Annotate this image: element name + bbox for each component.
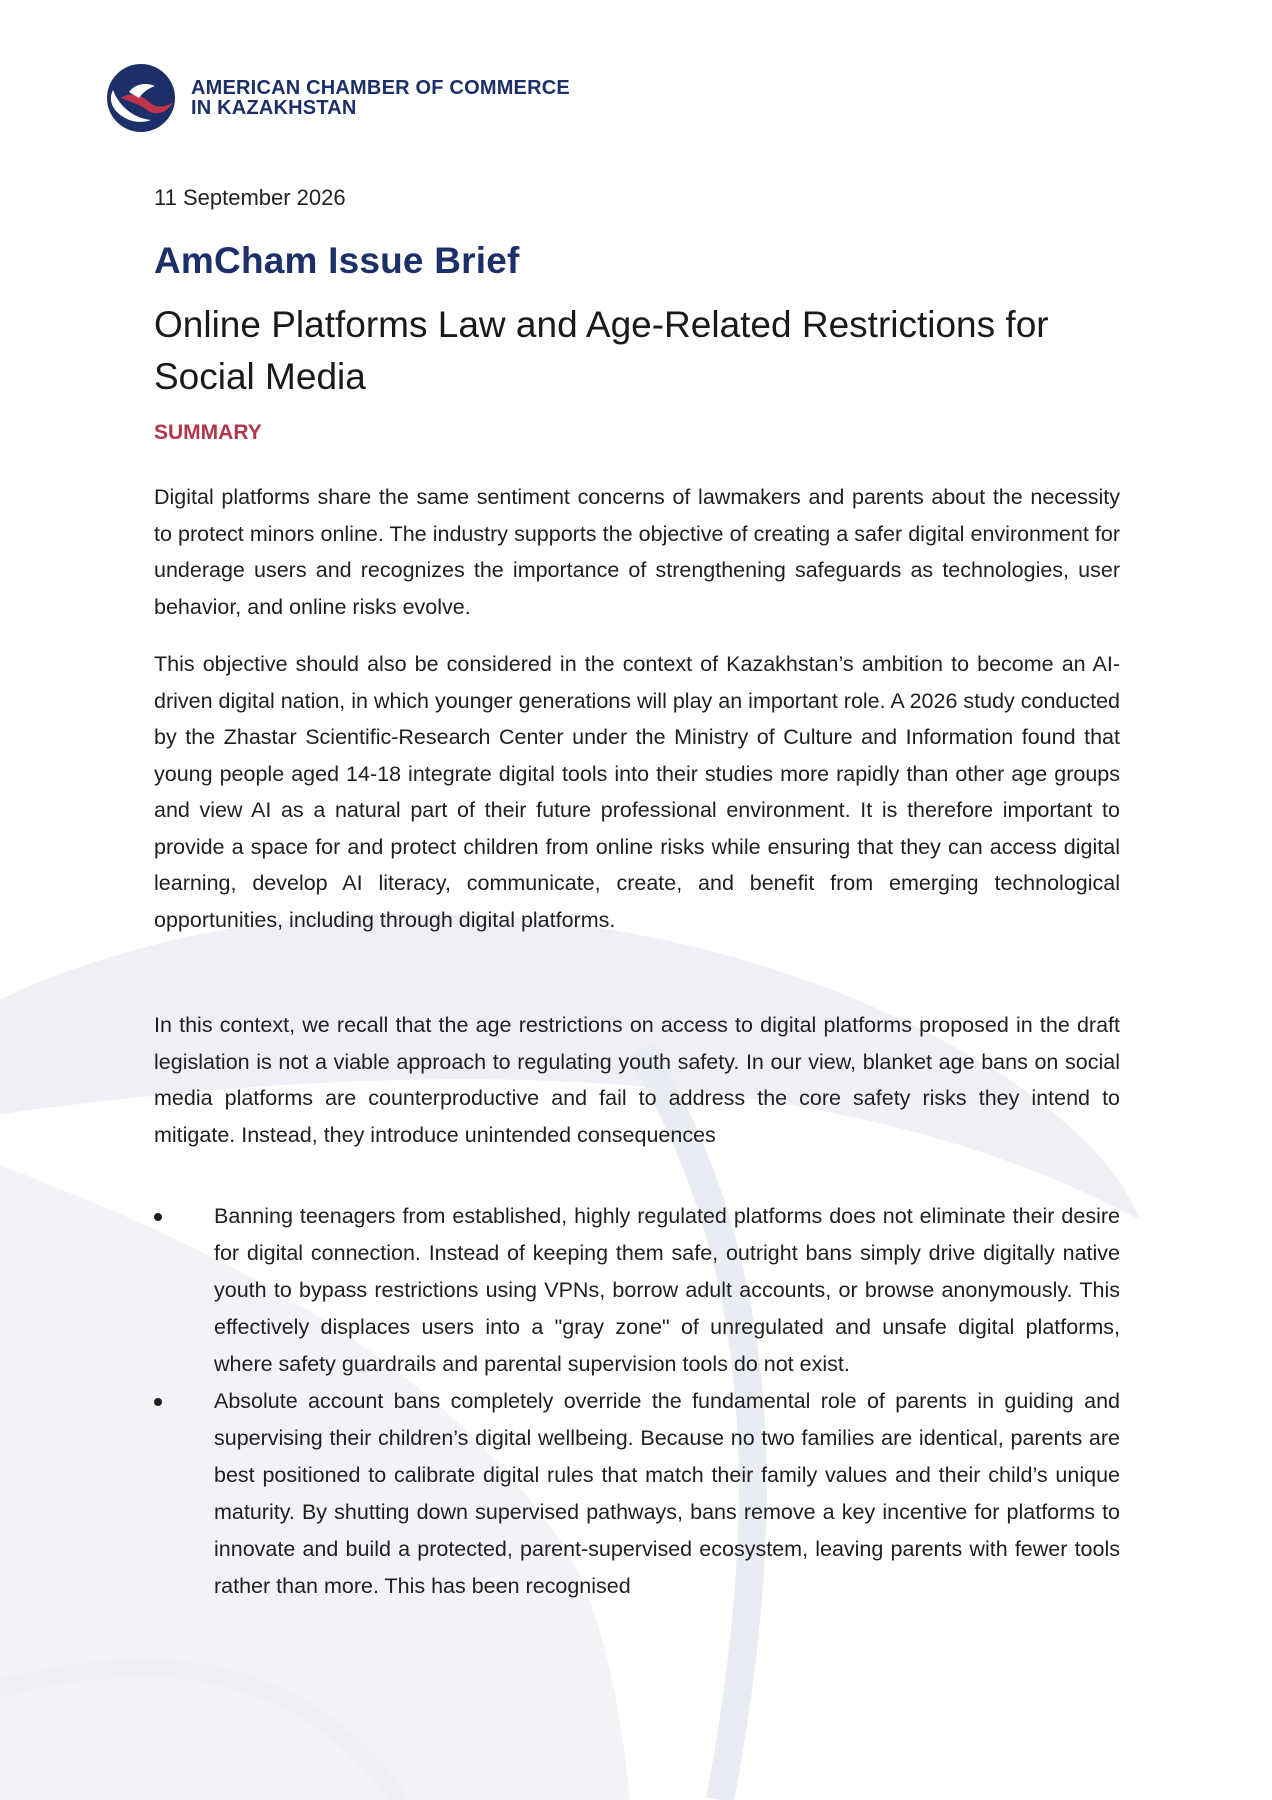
bullet-item-1 (154, 1198, 1120, 1383)
paragraph-2: This objective should also be considered in the context of Kazakhstan’s ambition to become an AI-driven digital nation, in which younger generations will play an important role. A 2026 study conducted by the Zhastar Scientific-Research Center under the Ministry of Culture and Information found that young people aged 14-18 integrate digital tools into their studies more rapidly than other age groups and view AI as a natural part of their future professional environment. It is therefore important to provide a space for and protect children from online risks while ensuring that they can access digital learning, develop AI literacy, communicate, create, and benefit from emerging technological opportunities, including through digital platforms. (154, 652, 1120, 932)
amcham-bird-logo-icon (105, 62, 177, 134)
bullet-item-text: Absolute account bans completely override the fundamental role of parents in guiding and supervising their children’s digital wellbeing. Because no two families are identical, parents are best positioned to calibrate digital rules that match their family values and their child’s unique maturity. By shutting down supervised pathways, bans remove a key incentive for platforms to innovate and build a protected, parent-supervised ecosystem, leaving parents with fewer tools rather than more. This has been recognised (214, 1389, 1120, 1598)
organization-name-line2: IN KAZAKHSTAN (191, 97, 357, 119)
organization-name (191, 78, 570, 118)
bullet-list (154, 1198, 1120, 1605)
organization-name-line1: AMERICAN CHAMBER OF COMMERCE (191, 77, 570, 99)
brief-title: AmCham Issue Brief (154, 240, 520, 281)
summary-heading: SUMMARY (154, 421, 262, 444)
document-title: Online Platforms Law and Age-Related Restrictions for Social Media (154, 304, 1049, 397)
bullet-item-text: Banning teenagers from established, highly regulated platforms does not eliminate their desire for digital connection. Instead of keeping them safe, outright bans simply drive digitally native youth to bypass restrictions using VPNs, borrow adult accounts, or browse anonymously. This effectively displaces users into a "gray zone" of unregulated and unsafe digital platforms, where safety guardrails and parental supervision tools do not exist. (214, 1204, 1120, 1376)
paragraph-3: In this context, we recall that the age restrictions on access to digital platforms proposed in the draft legislation is not a viable approach to regulating youth safety. In our view, blanket age bans on social media platforms are counterproductive and fail to address the core safety risks they intend to mitigate. Instead, they introduce unintended consequences (154, 1013, 1120, 1147)
bullet-dot-icon (154, 1398, 162, 1406)
bullet-dot-icon (154, 1213, 162, 1221)
bullet-item-2 (154, 1383, 1120, 1605)
document-date: 11 September 2026 (154, 185, 346, 210)
letterhead (105, 62, 570, 134)
paragraph-1: Digital platforms share the same sentiment concerns of lawmakers and parents about the necessity to protect minors online. The industry supports the objective of creating a safer digital environment for underage users and recognizes the importance of strengthening safeguards as technologies, user behavior, and online risks evolve. (154, 485, 1120, 619)
